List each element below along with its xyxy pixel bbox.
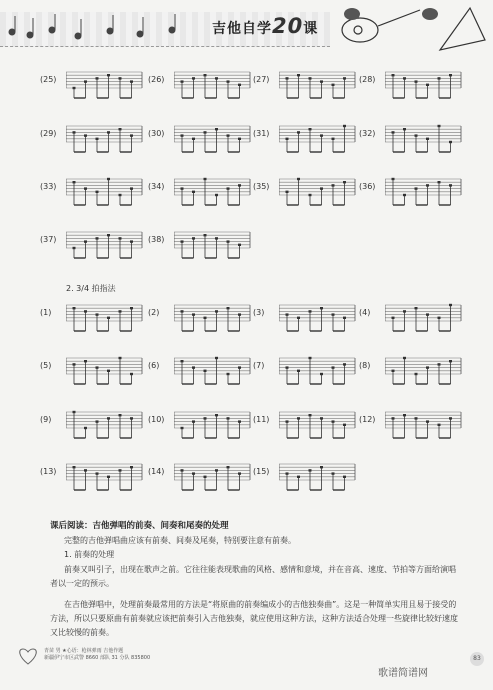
note-mark bbox=[215, 77, 218, 79]
note-mark bbox=[119, 310, 122, 312]
tablature-staff bbox=[279, 177, 357, 209]
note-mark bbox=[227, 80, 230, 82]
note-mark bbox=[343, 363, 346, 365]
footer-info bbox=[44, 648, 150, 662]
note-mark bbox=[73, 307, 76, 309]
note-mark bbox=[426, 366, 429, 368]
reading-paragraph-1: 完整的吉他弹唱曲应该有前奏、间奏及尾奏，特别要注意有前奏。 bbox=[64, 536, 296, 545]
tablature-staff bbox=[385, 124, 463, 156]
note-mark bbox=[426, 84, 429, 86]
note-mark bbox=[297, 417, 300, 419]
note-mark bbox=[227, 466, 230, 468]
note-mark bbox=[449, 74, 452, 76]
note-mark bbox=[403, 77, 406, 79]
note-mark bbox=[73, 363, 76, 365]
note-mark bbox=[449, 417, 452, 419]
note-mark bbox=[107, 131, 110, 133]
note-mark bbox=[449, 360, 452, 362]
note-mark bbox=[107, 178, 110, 180]
tab-number-label: (30) bbox=[148, 129, 165, 138]
book-title-number: 20 bbox=[272, 14, 304, 38]
note-mark bbox=[415, 417, 418, 419]
note-mark bbox=[297, 131, 300, 133]
note-mark bbox=[238, 244, 241, 246]
tab-number-label: (26) bbox=[148, 75, 165, 84]
note-mark bbox=[332, 420, 335, 422]
footer-line-1: 青苗 男 ★心语：枪林弹雨 吉他作题 bbox=[44, 648, 124, 654]
note-mark bbox=[204, 178, 207, 180]
note-mark bbox=[238, 420, 241, 422]
note-mark bbox=[73, 411, 76, 413]
note-mark bbox=[415, 307, 418, 309]
note-mark bbox=[415, 134, 418, 136]
note-mark bbox=[96, 472, 99, 474]
tab-number-label: (7) bbox=[253, 361, 265, 370]
tab-number-label: (34) bbox=[148, 182, 165, 191]
note-mark bbox=[96, 366, 99, 368]
note-mark bbox=[320, 80, 323, 82]
note-mark bbox=[119, 357, 122, 359]
note-mark bbox=[84, 240, 87, 242]
note-mark bbox=[119, 77, 122, 79]
tab-block bbox=[148, 303, 250, 333]
note-mark bbox=[238, 138, 241, 140]
tab-number-label: (2) bbox=[148, 308, 160, 317]
tab-block bbox=[253, 70, 355, 100]
tab-number-label: (8) bbox=[359, 361, 371, 370]
note-mark bbox=[332, 84, 335, 86]
note-mark bbox=[107, 74, 110, 76]
note-mark bbox=[415, 80, 418, 82]
note-mark bbox=[204, 476, 207, 478]
note-mark bbox=[438, 125, 441, 127]
note-mark bbox=[297, 370, 300, 372]
note-mark bbox=[84, 310, 87, 312]
tablature-staff bbox=[279, 356, 357, 388]
reading-paragraph-2: 前奏又叫引子，出现在歌声之前。它往往能表现歌曲的风格、感情和意境，并在音高、速度、节拍等方面给演唱者以一定的预示。 bbox=[50, 565, 456, 588]
note-mark bbox=[343, 181, 346, 183]
note-mark bbox=[392, 317, 395, 319]
note-mark bbox=[96, 237, 99, 239]
tab-block bbox=[359, 356, 461, 386]
tablature-staff bbox=[279, 124, 357, 156]
note-mark bbox=[286, 191, 289, 193]
tab-number-label: (15) bbox=[253, 467, 270, 476]
note-mark bbox=[181, 427, 184, 429]
note-mark bbox=[181, 240, 184, 242]
note-mark bbox=[84, 427, 87, 429]
note-mark bbox=[392, 131, 395, 133]
tab-block bbox=[359, 70, 461, 100]
note-mark bbox=[320, 466, 323, 468]
tab-number-label: (38) bbox=[148, 235, 165, 244]
note-mark bbox=[73, 247, 76, 249]
tablature-staff bbox=[174, 70, 252, 102]
tab-number-label: (28) bbox=[359, 75, 376, 84]
note-mark bbox=[343, 476, 346, 478]
note-mark bbox=[96, 191, 99, 193]
note-mark bbox=[438, 77, 441, 79]
note-mark bbox=[392, 74, 395, 76]
note-mark bbox=[192, 420, 195, 422]
tablature-staff bbox=[174, 177, 252, 209]
note-mark bbox=[181, 187, 184, 189]
tab-block bbox=[253, 356, 355, 386]
note-mark bbox=[96, 138, 99, 140]
note-mark bbox=[238, 184, 241, 186]
tab-number-label: (9) bbox=[40, 415, 52, 424]
note-mark bbox=[286, 472, 289, 474]
note-mark bbox=[438, 181, 441, 183]
note-mark bbox=[119, 128, 122, 130]
note-mark bbox=[332, 472, 335, 474]
note-mark bbox=[297, 476, 300, 478]
note-mark bbox=[119, 194, 122, 196]
note-mark bbox=[286, 366, 289, 368]
note-mark bbox=[343, 424, 346, 426]
note-mark bbox=[130, 134, 133, 136]
tablature-staff bbox=[66, 70, 144, 102]
note-mark bbox=[297, 178, 300, 180]
note-mark bbox=[449, 141, 452, 143]
tab-block bbox=[40, 70, 142, 100]
note-mark bbox=[449, 304, 452, 306]
watermark: 歌谱简谱网 bbox=[378, 668, 428, 679]
note-mark bbox=[309, 414, 312, 416]
note-mark bbox=[309, 469, 312, 471]
tab-number-label: (5) bbox=[40, 361, 52, 370]
note-mark bbox=[438, 317, 441, 319]
note-mark bbox=[343, 125, 346, 127]
note-mark bbox=[215, 128, 218, 130]
note-mark bbox=[204, 234, 207, 236]
book-title-text: 吉他自学 bbox=[212, 21, 272, 37]
tab-number-label: (31) bbox=[253, 129, 270, 138]
tablature-staff bbox=[385, 177, 463, 209]
note-mark bbox=[343, 77, 346, 79]
note-mark bbox=[286, 77, 289, 79]
tablature-staff bbox=[66, 356, 144, 388]
note-mark bbox=[96, 420, 99, 422]
note-mark bbox=[204, 417, 207, 419]
note-mark bbox=[238, 366, 241, 368]
note-mark bbox=[320, 417, 323, 419]
tablature-staff bbox=[279, 70, 357, 102]
note-mark bbox=[215, 469, 218, 471]
note-mark bbox=[181, 310, 184, 312]
tablature-staff bbox=[66, 410, 144, 442]
note-mark bbox=[403, 128, 406, 130]
tab-number-label: (4) bbox=[359, 308, 371, 317]
tab-number-label: (33) bbox=[40, 182, 57, 191]
note-mark bbox=[192, 77, 195, 79]
note-mark bbox=[107, 234, 110, 236]
tablature-staff bbox=[279, 410, 357, 442]
note-mark bbox=[227, 373, 230, 375]
note-mark bbox=[84, 134, 87, 136]
note-mark bbox=[192, 237, 195, 239]
note-mark bbox=[227, 307, 230, 309]
tab-block bbox=[359, 124, 461, 154]
page-header bbox=[0, 0, 493, 56]
note-mark bbox=[227, 187, 230, 189]
reading-subheading: 1. 前奏的处理 bbox=[64, 550, 115, 559]
note-mark bbox=[438, 424, 441, 426]
tab-number-label: (27) bbox=[253, 75, 270, 84]
note-mark bbox=[119, 414, 122, 416]
heart-icon bbox=[16, 646, 40, 666]
tab-block bbox=[40, 124, 142, 154]
tab-number-label: (35) bbox=[253, 182, 270, 191]
tablature-staff bbox=[385, 303, 463, 335]
note-mark bbox=[238, 313, 241, 315]
tablature-staff bbox=[174, 230, 252, 262]
note-mark bbox=[84, 80, 87, 82]
note-mark bbox=[119, 237, 122, 239]
note-mark bbox=[73, 466, 76, 468]
note-mark bbox=[320, 307, 323, 309]
note-mark bbox=[392, 178, 395, 180]
tab-block bbox=[148, 356, 250, 386]
tablature-staff bbox=[279, 462, 357, 494]
note-mark bbox=[286, 420, 289, 422]
note-mark bbox=[426, 420, 429, 422]
note-mark bbox=[192, 366, 195, 368]
tab-number-label: (29) bbox=[40, 129, 57, 138]
tab-block bbox=[148, 70, 250, 100]
tablature-staff bbox=[279, 303, 357, 335]
note-mark bbox=[130, 240, 133, 242]
note-mark bbox=[130, 307, 133, 309]
note-mark bbox=[181, 134, 184, 136]
tab-number-label: (36) bbox=[359, 182, 376, 191]
tab-block bbox=[148, 230, 250, 260]
note-mark bbox=[84, 469, 87, 471]
tab-block bbox=[253, 303, 355, 333]
note-mark bbox=[309, 310, 312, 312]
note-mark bbox=[426, 184, 429, 186]
note-mark bbox=[107, 417, 110, 419]
tab-number-label: (25) bbox=[40, 75, 57, 84]
note-mark bbox=[227, 240, 230, 242]
tab-number-label: (13) bbox=[40, 467, 57, 476]
note-mark bbox=[320, 134, 323, 136]
note-mark bbox=[403, 194, 406, 196]
note-mark bbox=[238, 472, 241, 474]
note-mark bbox=[227, 134, 230, 136]
tab-block bbox=[40, 410, 142, 440]
footer-line-2: 新疆伊宁市区武警 8660 部队 31 分队 835800 bbox=[44, 655, 151, 661]
note-mark bbox=[449, 184, 452, 186]
note-mark bbox=[192, 313, 195, 315]
note-mark bbox=[332, 138, 335, 140]
note-mark bbox=[392, 370, 395, 372]
note-mark bbox=[181, 469, 184, 471]
note-mark bbox=[238, 84, 241, 86]
note-mark bbox=[204, 74, 207, 76]
note-mark bbox=[332, 313, 335, 315]
note-mark bbox=[73, 131, 76, 133]
note-mark bbox=[204, 370, 207, 372]
note-mark bbox=[192, 138, 195, 140]
tablature-staff bbox=[385, 70, 463, 102]
tab-number-label: (37) bbox=[40, 235, 57, 244]
tab-block bbox=[40, 303, 142, 333]
tablature-staff bbox=[66, 303, 144, 335]
note-mark bbox=[320, 373, 323, 375]
note-mark bbox=[403, 414, 406, 416]
note-mark bbox=[215, 310, 218, 312]
tablature-staff bbox=[174, 356, 252, 388]
tab-number-label: (1) bbox=[40, 308, 52, 317]
note-mark bbox=[332, 366, 335, 368]
tablature-staff bbox=[66, 124, 144, 156]
note-mark bbox=[343, 317, 346, 319]
note-mark bbox=[107, 370, 110, 372]
tablature-staff bbox=[174, 124, 252, 156]
note-mark bbox=[130, 80, 133, 82]
note-mark bbox=[403, 357, 406, 359]
tab-block bbox=[253, 177, 355, 207]
tab-block bbox=[253, 410, 355, 440]
note-mark bbox=[96, 313, 99, 315]
tablature-staff bbox=[385, 356, 463, 388]
note-mark bbox=[181, 360, 184, 362]
note-mark bbox=[392, 417, 395, 419]
note-mark bbox=[426, 313, 429, 315]
tab-block bbox=[253, 462, 355, 492]
note-mark bbox=[107, 317, 110, 319]
note-mark bbox=[309, 357, 312, 359]
tab-number-label: (14) bbox=[148, 467, 165, 476]
tab-number-label: (11) bbox=[253, 415, 270, 424]
tab-block bbox=[40, 356, 142, 386]
note-mark bbox=[96, 77, 99, 79]
note-mark bbox=[215, 357, 218, 359]
note-mark bbox=[438, 363, 441, 365]
note-mark bbox=[215, 237, 218, 239]
note-mark bbox=[297, 317, 300, 319]
note-mark bbox=[215, 194, 218, 196]
tab-block bbox=[40, 230, 142, 260]
note-mark bbox=[332, 184, 335, 186]
note-mark bbox=[192, 191, 195, 193]
note-mark bbox=[73, 181, 76, 183]
tab-block bbox=[148, 177, 250, 207]
note-mark bbox=[309, 128, 312, 130]
tablature-staff bbox=[174, 303, 252, 335]
note-mark bbox=[286, 138, 289, 140]
note-mark bbox=[415, 373, 418, 375]
tablature-staff bbox=[174, 410, 252, 442]
note-mark bbox=[84, 360, 87, 362]
tab-number-label: (3) bbox=[253, 308, 265, 317]
tab-block bbox=[148, 410, 250, 440]
tablature-staff bbox=[385, 410, 463, 442]
tablature-staff bbox=[174, 462, 252, 494]
note-mark bbox=[84, 187, 87, 189]
note-mark bbox=[130, 187, 133, 189]
tab-number-label: (6) bbox=[148, 361, 160, 370]
tab-block bbox=[359, 177, 461, 207]
note-mark bbox=[309, 77, 312, 79]
note-mark bbox=[204, 317, 207, 319]
book-title bbox=[212, 14, 318, 38]
note-mark bbox=[130, 466, 133, 468]
note-mark bbox=[192, 472, 195, 474]
tab-block bbox=[148, 462, 250, 492]
note-mark bbox=[204, 131, 207, 133]
note-mark bbox=[119, 469, 122, 471]
note-mark bbox=[286, 313, 289, 315]
tab-block bbox=[359, 410, 461, 440]
note-mark bbox=[297, 74, 300, 76]
tablature-staff bbox=[66, 230, 144, 262]
note-mark bbox=[130, 373, 133, 375]
note-mark bbox=[309, 194, 312, 196]
section-2-title: 2. 3/4 拍指法 bbox=[66, 284, 116, 293]
tab-number-label: (10) bbox=[148, 415, 165, 424]
tab-block bbox=[148, 124, 250, 154]
note-mark bbox=[107, 476, 110, 478]
tablature-staff bbox=[66, 177, 144, 209]
note-mark bbox=[130, 417, 133, 419]
note-mark bbox=[227, 417, 230, 419]
tab-block bbox=[40, 177, 142, 207]
tab-number-label: (32) bbox=[359, 129, 376, 138]
note-mark bbox=[403, 310, 406, 312]
reading-heading: 课后阅读：吉他弹唱的前奏、间奏和尾奏的处理 bbox=[50, 521, 229, 531]
note-mark bbox=[73, 87, 76, 89]
note-mark bbox=[415, 187, 418, 189]
reading-paragraph-3: 在吉他弹唱中，处理前奏最常用的方法是“将原曲的前奏编成小的吉他独奏曲”。这是一种简单实用且易于接受的方法，所以只要原曲有前奏就应该把前奏引入吉他独奏，就应使用这种方法，这种方法适合处理一些旋律比较好速度又比较慢的前奏。 bbox=[50, 600, 458, 637]
tablature-staff bbox=[66, 462, 144, 494]
tab-number-label: (12) bbox=[359, 415, 376, 424]
tab-block bbox=[253, 124, 355, 154]
tab-block bbox=[40, 462, 142, 492]
book-title-suffix: 课 bbox=[303, 21, 319, 37]
note-mark bbox=[215, 414, 218, 416]
tab-block bbox=[359, 303, 461, 333]
note-mark bbox=[320, 187, 323, 189]
note-mark bbox=[426, 138, 429, 140]
note-mark bbox=[181, 80, 184, 82]
page-number: 83 bbox=[470, 652, 484, 666]
